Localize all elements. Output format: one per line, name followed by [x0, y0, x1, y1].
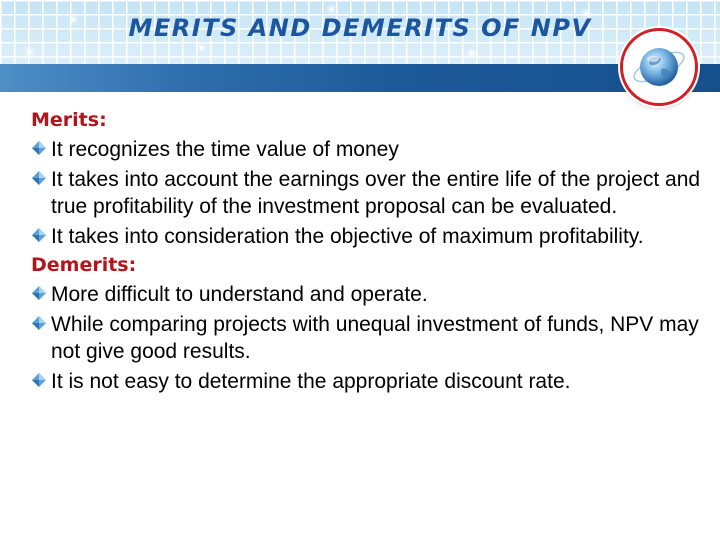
diamond-bullet-icon: [31, 140, 47, 156]
demerit-text: It is not easy to determine the appropriate discount rate.: [51, 370, 571, 393]
globe-icon: [631, 39, 687, 95]
sparkle: [200, 46, 203, 49]
demerit-text: While comparing projects with unequal investment of funds, NPV may not give good results.: [51, 313, 699, 363]
merit-text: It recognizes the time value of money: [51, 138, 399, 161]
diamond-bullet-icon: [31, 227, 47, 243]
merit-text: It takes into account the earnings over the entire life of the project and true profitability of the investment proposal can be evaluated.: [51, 168, 701, 218]
merit-item: [31, 136, 701, 163]
demerit-item: [31, 368, 701, 395]
merit-item: [31, 166, 701, 220]
demerit-text: More difficult to understand and operate.: [51, 283, 428, 306]
demerits-heading: Demerits:: [31, 254, 137, 276]
merits-heading: Merits:: [31, 109, 107, 131]
demerit-item: [31, 311, 701, 365]
sparkle: [470, 52, 473, 55]
merit-item: [31, 223, 701, 250]
diamond-bullet-icon: [31, 285, 47, 301]
sparkle: [330, 8, 333, 11]
diamond-bullet-icon: [31, 372, 47, 388]
header-banner: [0, 0, 720, 92]
slide-body: [31, 108, 701, 398]
sparkle: [28, 50, 31, 53]
diamond-bullet-icon: [31, 170, 47, 186]
header-bar: [0, 64, 720, 92]
slide-title: MERITS AND DEMERITS OF NPV: [128, 14, 592, 42]
demerit-item: [31, 281, 701, 308]
diamond-bullet-icon: [31, 315, 47, 331]
globe-logo: [620, 28, 698, 106]
merit-text: It takes into consideration the objective of maximum profitability.: [51, 225, 644, 248]
